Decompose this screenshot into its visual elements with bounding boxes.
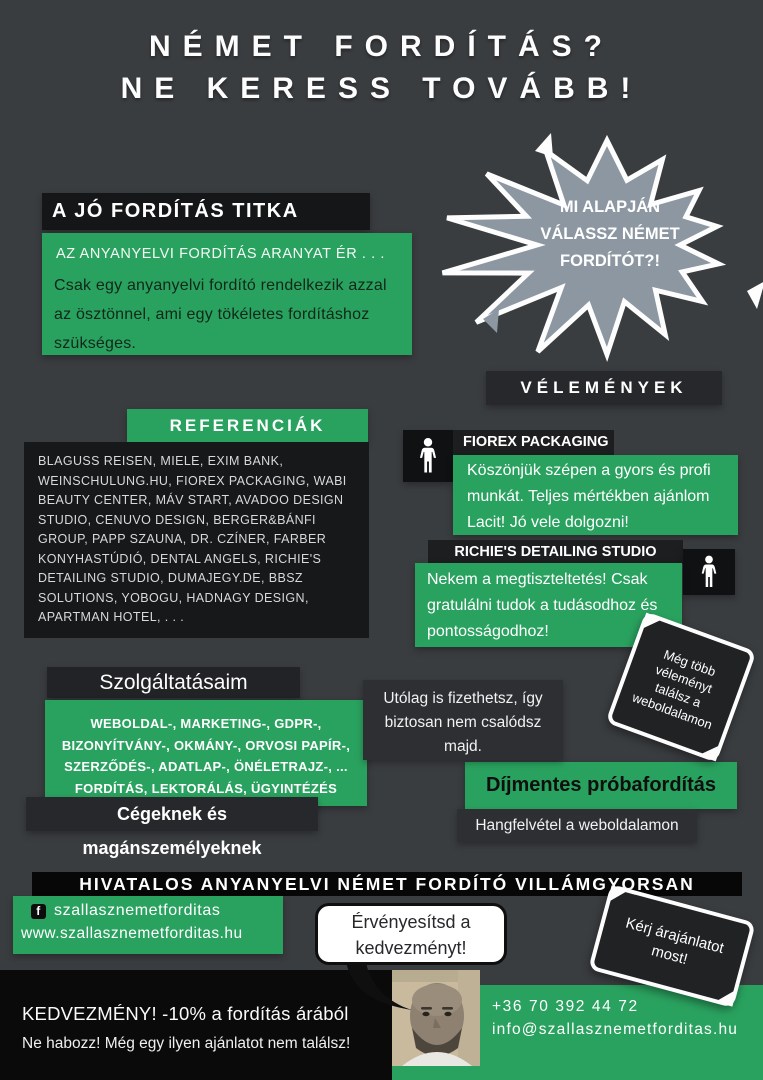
services-line: FORDÍTÁS, LEKTORÁLÁS, ÜGYINTÉZÉS bbox=[74, 780, 338, 796]
facebook-icon: f bbox=[31, 904, 46, 919]
services-line: WEBOLDAL-, MARKETING-, GDPR-, bbox=[90, 716, 322, 731]
spark-icon bbox=[687, 125, 699, 147]
folded-corner-icon bbox=[640, 613, 663, 636]
spark-icon bbox=[535, 133, 553, 157]
review-text: Nekem a megtiszteltetés! Csak gratulálni tudok a tudásodhoz és pontosságodhoz! bbox=[415, 563, 682, 647]
phone-number: +36 70 392 44 72 bbox=[492, 998, 639, 1015]
sticky-note-text: Még több véleményt találsz a weboldalamon bbox=[630, 646, 718, 733]
facebook-name: szallasznemetforditas bbox=[54, 902, 221, 919]
bottom-banner: HIVATALOS ANYANYELVI NÉMET FORDÍTÓ VILLÁMGYORSAN bbox=[32, 872, 742, 896]
person-icon bbox=[699, 554, 719, 590]
secret-section-title: A JÓ FORDÍTÁS TITKA bbox=[42, 193, 370, 230]
references-list: BLAGUSS REISEN, MIELE, EXIM BANK, WEINSCHULUNG.HU, FIOREX PACKAGING, WABI BEAUTY CENTER, MÁV START, AVADOO DESIGN STUDIO, CENUVO DESIGN, BERGER&BÁNFI GROUP, PAPP SZAUNA, DR. CZÍNER, FARBER KONYHASTÚDIÓ, DENTAL ANGELS, RICHIE'S DETAILING STUDIO, DUMAJEGY.DE, BBSZ SOLUTIONS, YOBOGU, HADNAGY DESIGN, APARTMAN HOTEL, . . . bbox=[24, 442, 369, 638]
services-line: SZERZŐDÉS-, ADATLAP-, ÖNÉLETRAJZ-, ... bbox=[64, 759, 348, 774]
secret-section-box bbox=[42, 233, 412, 355]
review-text: Köszönjük szépen a gyors és profi munkát. Teljes mértékben ajánlom Lacit! Jó vele dolgozni! bbox=[453, 455, 738, 535]
page-title-line2: NE KERESS TOVÁBB! bbox=[120, 72, 643, 105]
starburst-line1: MI ALAPJÁN bbox=[559, 198, 661, 216]
speech-bubble: Érvényesítsd a kedvezményt! bbox=[315, 903, 507, 965]
review-author: RICHIE'S DETAILING STUDIO bbox=[428, 540, 683, 564]
recording-box: Hangfelvétel a weboldalamon bbox=[457, 809, 697, 842]
secret-subtitle: AZ ANYANYELVI FORDÍTÁS ARANYAT ÉR . . . bbox=[56, 246, 386, 262]
starburst-text bbox=[520, 194, 700, 275]
services-section-title: Szolgáltatásaim bbox=[47, 667, 300, 698]
audience-label: Cégeknek és magánszemélyeknek bbox=[26, 797, 318, 831]
pay-later-box: Utólag is fizethetsz, így biztosan nem csalódsz majd. bbox=[363, 680, 563, 760]
sticky-note-text: Kérj árajánlatot most! bbox=[623, 914, 726, 969]
person-icon bbox=[417, 437, 439, 475]
folded-corner-icon bbox=[607, 885, 629, 907]
free-trial-box: Díjmentes próbafordítás bbox=[465, 762, 737, 809]
starburst-line3: FORDÍTÓT?! bbox=[560, 252, 660, 270]
secret-body: Csak egy anyanyelvi fordító rendelkezik azzal az ösztönnel, ami egy tökéletes fordításhoz szükséges. bbox=[54, 277, 387, 352]
services-list bbox=[45, 700, 367, 806]
review-author: FIOREX PACKAGING bbox=[453, 430, 614, 455]
references-section-title: REFERENCIÁK bbox=[127, 409, 368, 442]
folded-corner-icon bbox=[699, 738, 722, 761]
page-title-line1: NÉMET FORDÍTÁS? bbox=[149, 30, 614, 63]
reviewer-avatar-box bbox=[403, 430, 453, 482]
email-address: info@szallasznemetforditas.hu bbox=[492, 1021, 739, 1038]
social-contact-box bbox=[13, 896, 283, 954]
reviews-section-title: VÉLEMÉNYEK bbox=[486, 371, 722, 405]
reviewer-avatar-box bbox=[683, 549, 735, 595]
discount-subline: Ne habozz! Még egy ilyen ajánlatot nem találsz! bbox=[22, 1035, 351, 1052]
speech-bubble-tail bbox=[338, 962, 418, 1014]
services-line: BIZONYÍTVÁNY-, OKMÁNY-, ORVOSI PAPÍR-, bbox=[61, 737, 351, 753]
website-url: www.szallasznemetforditas.hu bbox=[21, 925, 243, 942]
starburst-line2: VÁLASSZ NÉMET bbox=[540, 225, 680, 243]
spark-icon bbox=[747, 281, 763, 309]
discount-headline: KEDVEZMÉNY! -10% a fordítás árából bbox=[22, 1003, 349, 1024]
